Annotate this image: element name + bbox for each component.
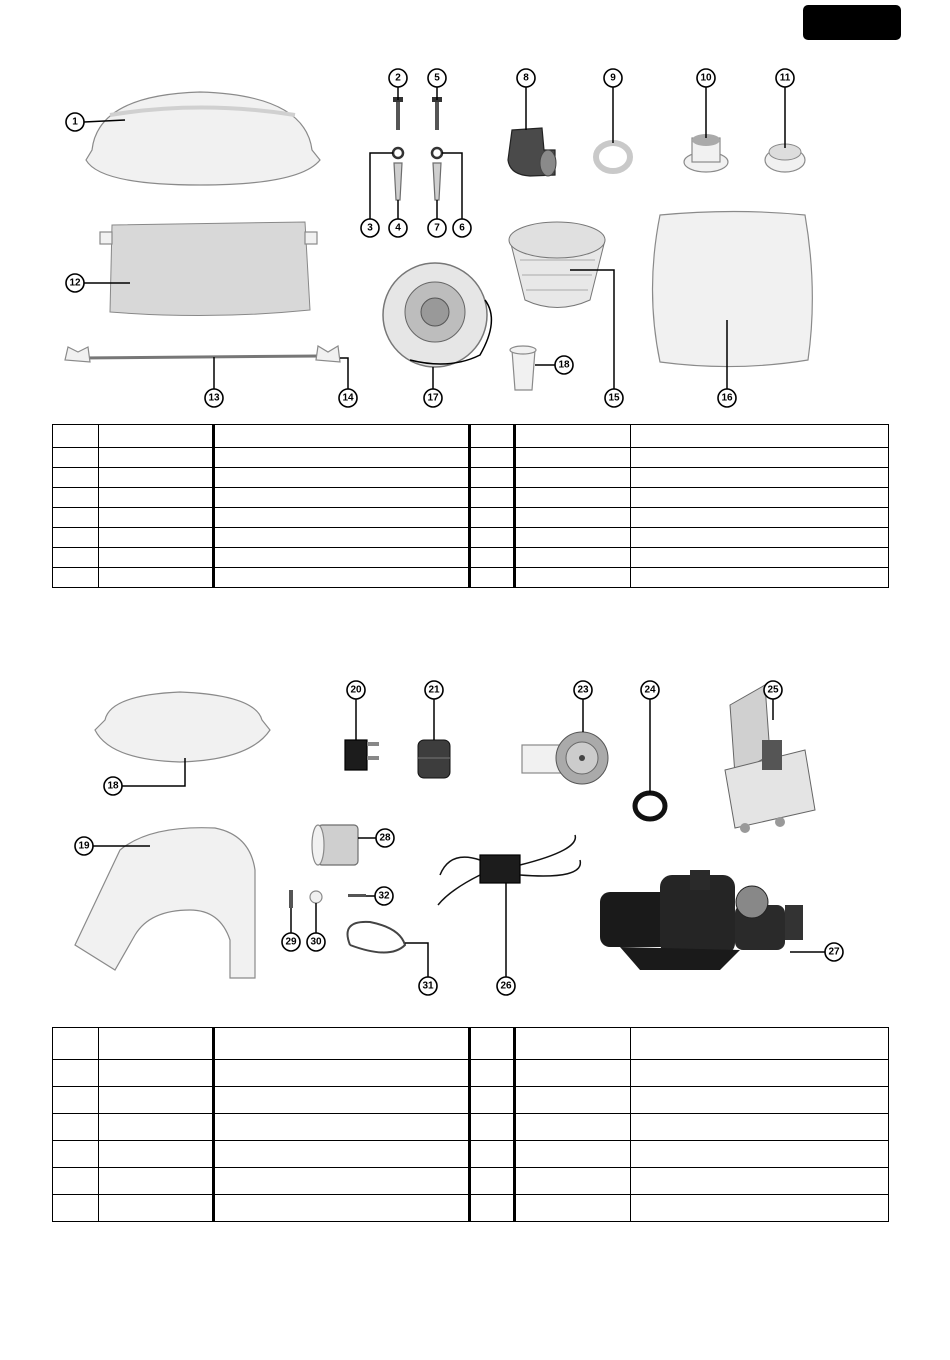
table-row <box>53 508 889 528</box>
table-cell <box>99 508 214 528</box>
table-cell <box>53 488 99 508</box>
table-row <box>53 528 889 548</box>
table-cell <box>631 1168 889 1195</box>
table-row <box>53 488 889 508</box>
part-26-transformer <box>438 835 580 905</box>
table-cell <box>214 528 470 548</box>
callout-28 <box>376 829 394 847</box>
part-25-control-box <box>725 685 815 833</box>
table-cell <box>53 468 99 488</box>
part-5-screw <box>432 97 442 130</box>
table-cell <box>99 1087 214 1114</box>
table-cell <box>631 1141 889 1168</box>
table-cell <box>214 425 470 448</box>
table-cell <box>214 468 470 488</box>
table-cell <box>631 468 889 488</box>
table-cell <box>99 425 214 448</box>
callout-30 <box>307 933 325 951</box>
svg-text:18: 18 <box>107 780 119 792</box>
table-cell <box>99 488 214 508</box>
table-cell <box>515 1195 631 1222</box>
table-cell <box>99 548 214 568</box>
svg-text:6: 6 <box>459 222 465 234</box>
table-cell <box>515 488 631 508</box>
table-row <box>53 1195 889 1222</box>
table-row <box>53 568 889 588</box>
svg-text:30: 30 <box>310 936 322 948</box>
svg-text:13: 13 <box>208 392 220 404</box>
part-23-nozzle <box>522 732 608 784</box>
table-cell <box>470 1087 515 1114</box>
callout-25 <box>764 681 782 699</box>
table-cell <box>214 488 470 508</box>
part-30-nut <box>310 891 322 903</box>
part-9-ring <box>596 143 630 171</box>
part-18-cover <box>95 692 270 762</box>
table-cell <box>470 528 515 548</box>
table-cell <box>99 468 214 488</box>
table-cell <box>99 1114 214 1141</box>
parts-table-top <box>52 424 889 588</box>
callout-17 <box>424 389 442 407</box>
svg-text:29: 29 <box>285 936 297 948</box>
table-cell <box>214 1141 470 1168</box>
table-cell <box>53 508 99 528</box>
table-row <box>53 468 889 488</box>
table-cell <box>214 1028 470 1060</box>
table-cell <box>470 425 515 448</box>
part-20-switch <box>345 740 379 770</box>
table-cell <box>99 1141 214 1168</box>
svg-text:8: 8 <box>523 72 529 84</box>
table-cell <box>214 448 470 468</box>
table-cell <box>214 568 470 588</box>
table-cell <box>214 1168 470 1195</box>
table-cell <box>631 1060 889 1087</box>
table-cell <box>515 1028 631 1060</box>
table-cell <box>515 1168 631 1195</box>
table-cell <box>515 568 631 588</box>
table-cell <box>99 568 214 588</box>
part-21-union <box>418 740 450 778</box>
table-cell <box>53 425 99 448</box>
callout-19 <box>75 837 93 855</box>
table-cell <box>53 548 99 568</box>
svg-text:21: 21 <box>428 684 440 696</box>
part-7-plug <box>433 163 441 200</box>
svg-text:24: 24 <box>644 684 656 696</box>
callout-4 <box>389 219 407 237</box>
table-row <box>53 1141 889 1168</box>
svg-text:20: 20 <box>350 684 362 696</box>
table-cell <box>470 488 515 508</box>
table-cell <box>631 425 889 448</box>
table-cell <box>470 468 515 488</box>
svg-text:14: 14 <box>342 392 354 404</box>
table-cell <box>631 528 889 548</box>
svg-text:32: 32 <box>378 890 390 902</box>
table-cell <box>53 1087 99 1114</box>
svg-text:26: 26 <box>500 980 512 992</box>
part-10-fitting <box>684 134 728 172</box>
svg-text:23: 23 <box>577 684 589 696</box>
svg-text:2: 2 <box>395 72 401 84</box>
table-cell <box>631 568 889 588</box>
callout-8 <box>517 69 535 87</box>
part-18-bushing <box>510 346 536 390</box>
part-1-cover <box>86 92 320 185</box>
table-cell <box>470 508 515 528</box>
callout-16 <box>718 389 736 407</box>
table-row <box>53 548 889 568</box>
table-cell <box>99 1060 214 1087</box>
svg-text:18: 18 <box>558 359 570 371</box>
callout-21 <box>425 681 443 699</box>
table-cell <box>53 1114 99 1141</box>
table-cell <box>53 1168 99 1195</box>
table-cell <box>631 488 889 508</box>
callout-26 <box>497 977 515 995</box>
table-cell <box>99 1195 214 1222</box>
callout-29 <box>282 933 300 951</box>
callout-15 <box>605 389 623 407</box>
table-cell <box>53 1060 99 1087</box>
svg-text:19: 19 <box>78 840 90 852</box>
callout-14 <box>339 389 357 407</box>
table-cell <box>631 448 889 468</box>
svg-text:12: 12 <box>69 277 81 289</box>
table-cell <box>470 548 515 568</box>
table-cell <box>214 1114 470 1141</box>
svg-text:10: 10 <box>700 72 712 84</box>
table-cell <box>515 1114 631 1141</box>
table-row <box>53 1168 889 1195</box>
svg-text:27: 27 <box>828 946 840 958</box>
svg-text:15: 15 <box>608 392 620 404</box>
table-cell <box>214 1195 470 1222</box>
callout-5 <box>428 69 446 87</box>
table-cell <box>99 1028 214 1060</box>
part-11-cap <box>765 144 805 172</box>
callout-32 <box>375 887 393 905</box>
svg-text:31: 31 <box>422 980 434 992</box>
callout-2 <box>389 69 407 87</box>
table-cell <box>53 528 99 548</box>
svg-text:7: 7 <box>434 222 440 234</box>
callout-7 <box>428 219 446 237</box>
callout-9 <box>604 69 622 87</box>
table-row <box>53 1060 889 1087</box>
part-12-panel <box>100 222 317 316</box>
table-cell <box>515 448 631 468</box>
part-4-plug <box>394 163 402 200</box>
callout-12 <box>66 274 84 292</box>
parts-table-bottom <box>52 1027 889 1222</box>
table-cell <box>53 1028 99 1060</box>
table-cell <box>631 508 889 528</box>
table-cell <box>53 448 99 468</box>
part-32-screw <box>348 894 366 897</box>
svg-text:3: 3 <box>367 222 373 234</box>
table-cell <box>515 528 631 548</box>
table-row <box>53 425 889 448</box>
table-cell <box>214 1087 470 1114</box>
table-cell <box>470 1060 515 1087</box>
callout-20 <box>347 681 365 699</box>
table-cell <box>470 1195 515 1222</box>
table-row <box>53 1087 889 1114</box>
table-cell <box>515 508 631 528</box>
part-27-pump <box>600 870 803 970</box>
table-cell <box>631 548 889 568</box>
callout-23 <box>574 681 592 699</box>
callout-18 <box>555 356 573 374</box>
table-cell <box>515 468 631 488</box>
table-cell <box>470 1028 515 1060</box>
table-cell <box>470 1168 515 1195</box>
table-cell <box>515 548 631 568</box>
callout-3 <box>361 219 379 237</box>
svg-text:4: 4 <box>395 222 401 234</box>
callout-18-bottom <box>104 777 122 795</box>
callout-31 <box>419 977 437 995</box>
part-29-screw <box>289 890 293 908</box>
table-cell <box>631 1195 889 1222</box>
part-2-screw <box>393 97 403 130</box>
callout-11 <box>776 69 794 87</box>
table-cell <box>53 1141 99 1168</box>
table-row <box>53 1114 889 1141</box>
table-cell <box>99 448 214 468</box>
svg-text:1: 1 <box>72 116 78 128</box>
table-cell <box>515 425 631 448</box>
part-6-washer <box>432 148 442 158</box>
part-17-lamp <box>383 263 491 367</box>
table-cell <box>470 568 515 588</box>
svg-text:17: 17 <box>427 392 439 404</box>
part-13-rod <box>80 356 320 358</box>
part-15-basket <box>509 222 605 308</box>
table-cell <box>53 1195 99 1222</box>
table-row <box>53 448 889 468</box>
svg-text:25: 25 <box>767 684 779 696</box>
callout-24 <box>641 681 659 699</box>
table-cell <box>515 1060 631 1087</box>
table-cell <box>631 1114 889 1141</box>
table-cell <box>99 1168 214 1195</box>
svg-text:11: 11 <box>779 72 791 84</box>
callout-10 <box>697 69 715 87</box>
table-cell <box>470 1114 515 1141</box>
callout-6 <box>453 219 471 237</box>
table-cell <box>53 568 99 588</box>
table-cell <box>214 1060 470 1087</box>
part-3-washer <box>393 148 403 158</box>
part-8-elbow-fitting <box>508 128 556 176</box>
table-cell <box>515 1141 631 1168</box>
part-28-sleeve <box>312 825 358 865</box>
callout-1 <box>66 113 84 131</box>
part-31-cable <box>348 922 406 953</box>
table-cell <box>470 448 515 468</box>
table-cell <box>515 1087 631 1114</box>
part-16-lid <box>653 212 813 367</box>
table-row <box>53 1028 889 1060</box>
callout-13 <box>205 389 223 407</box>
svg-text:5: 5 <box>434 72 440 84</box>
svg-text:16: 16 <box>721 392 733 404</box>
table-cell <box>470 1141 515 1168</box>
callout-27 <box>825 943 843 961</box>
table-cell <box>214 508 470 528</box>
parts-diagram-bottom <box>0 660 950 1005</box>
table-cell <box>214 548 470 568</box>
table-cell <box>631 1028 889 1060</box>
part-24-gasket <box>635 793 665 819</box>
svg-text:28: 28 <box>379 832 391 844</box>
table-cell <box>99 528 214 548</box>
svg-text:9: 9 <box>610 72 616 84</box>
parts-diagram-top <box>0 0 950 420</box>
table-cell <box>631 1087 889 1114</box>
part-14-clip <box>65 346 340 362</box>
part-19-cover <box>75 828 255 978</box>
